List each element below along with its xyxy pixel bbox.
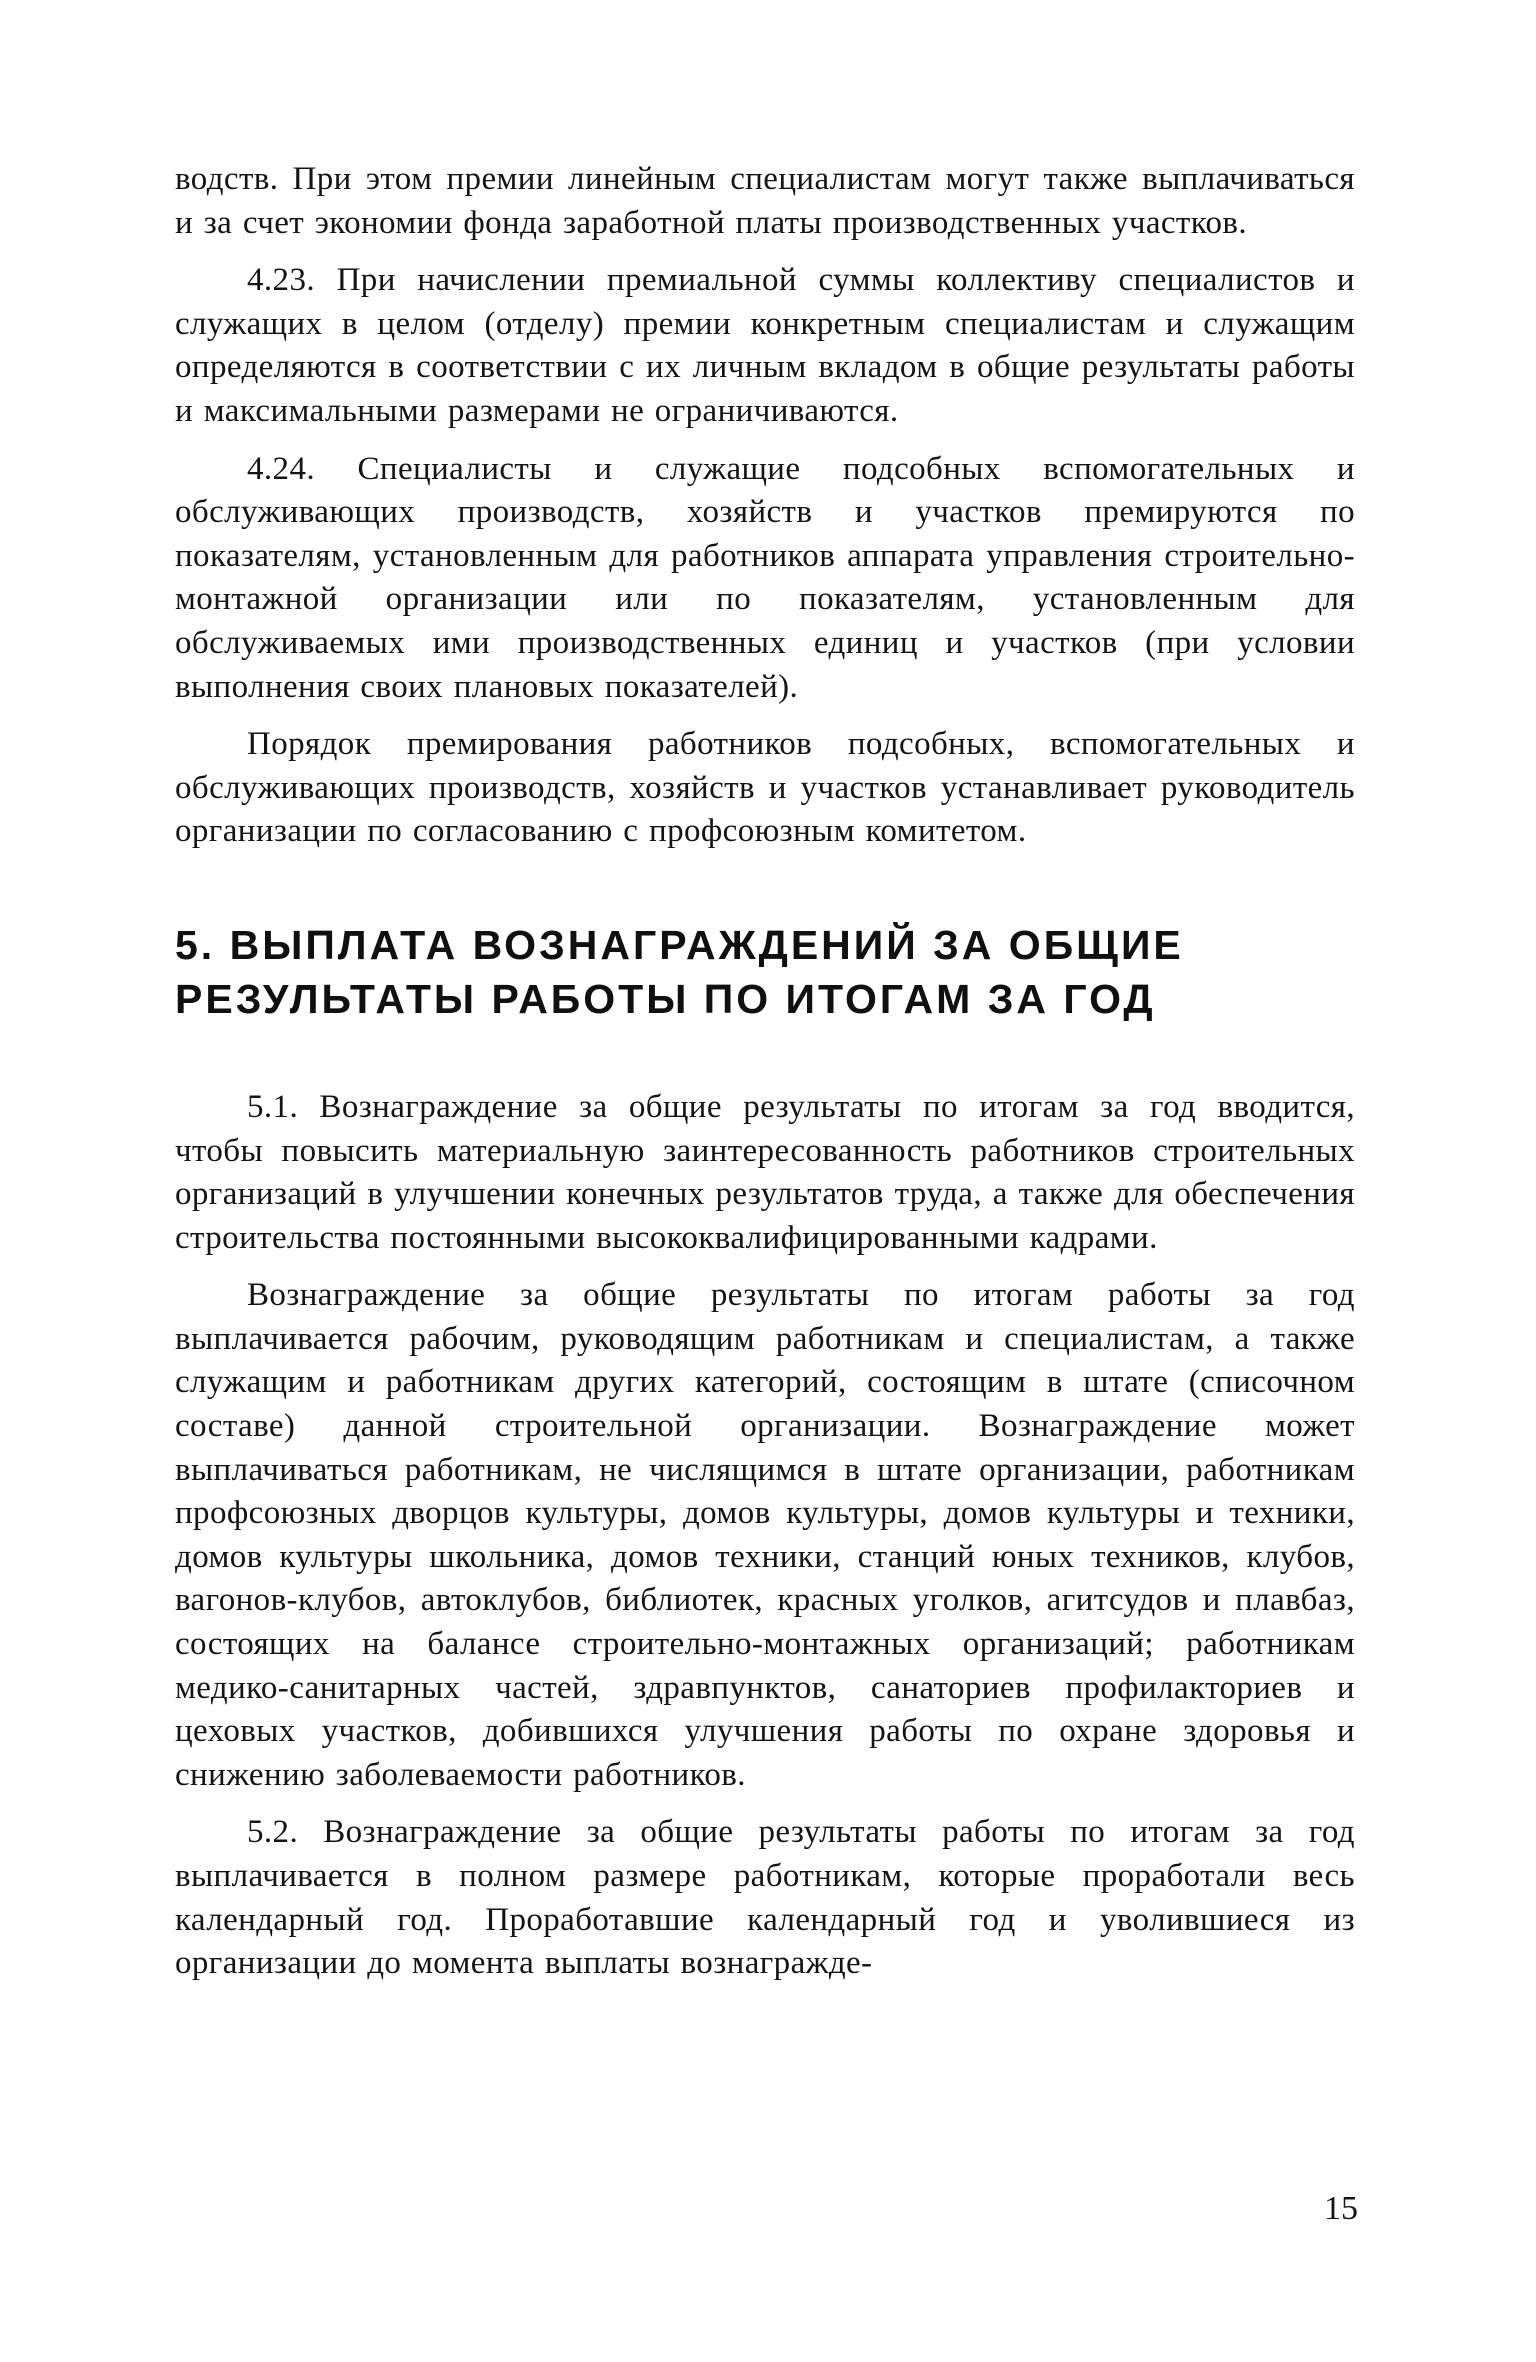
section-heading-line-2: РЕЗУЛЬТАТЫ РАБОТЫ ПО ИТОГАМ ЗА ГОД xyxy=(175,975,1156,1022)
paragraph-4-24: 4.24. Специалисты и служащие подсобных вспомогательных и обслуживающих производств, хозяйств и участков премируются по показателям, установленным для работников аппарата управления строительно-монтажной организации или по показателям, установленным для обслуживаемых ими производственных единиц и участков (при условии выполнения своих плановых показателей). xyxy=(175,450,1355,705)
paragraph-5-1: 5.1. Вознаграждение за общие результаты по итогам за год вводится, чтобы повысить материальную заинтересованность работников строительных организаций в улучшении конечных результатов труда, а также для обеспечения строительства постоянными высококвалифицированными кадрами. xyxy=(175,1088,1355,1256)
paragraph-4-23: 4.23. При начислении премиальной суммы коллективу специалистов и служащих в целом (отделу) премии конкретным специалистам и служащим определяются в соответствии с их личным вкладом в общие результаты работы и максимальными размерами не ограничиваются. xyxy=(175,262,1355,429)
page-number: 15 xyxy=(1324,2190,1358,2227)
paragraph-bonus-procedure: Порядок премирования работников подсобных, вспомогательных и обслуживающих производств, хозяйств и участков устанавливает руководитель организации по согласованию с профсоюзным комитетом. xyxy=(175,726,1355,850)
paragraph-5-2: 5.2. Вознаграждение за общие результаты работы по итогам за год выплачивается в полном размере работникам, которые проработали весь календарный год. Проработавшие календарный год и уволившиеся из организации до момента выплаты вознагражде- xyxy=(175,1814,1355,1982)
paragraph-continuation: водств. При этом премии линейным специалистам могут также выплачиваться и за счет экономии фонда заработной платы производственных участков. xyxy=(175,161,1355,241)
section-heading xyxy=(175,918,1355,1026)
paragraph-reward-recipients: Вознаграждение за общие результаты по итогам работы за год выплачивается рабочим, руководящим работникам и специалистам, а также служащим и работникам других категорий, состоящим в штате (списочном составе) данной строительной организации. Вознаграждение может выплачиваться работникам, не числящимся в штате организации, работникам профсоюзных дворцов культуры, домов культуры, домов культуры и техники, домов культуры школьника, домов техники, станций юных техников, клубов, вагонов-клубов, автоклубов, библиотек, красных уголков, агитсудов и плавбаз, состоящих на балансе строительно-монтажных организаций; работникам медико-санитарных частей, здравпунктов, санаториев профилакториев и цеховых участков, добившихся улучшения работы по охране здоровья и снижению заболеваемости работников. xyxy=(175,1277,1355,1793)
section-heading-line-1: 5. ВЫПЛАТА ВОЗНАГРАЖДЕНИЙ ЗА ОБЩИЕ xyxy=(175,921,1184,968)
document-page xyxy=(175,158,1355,1986)
